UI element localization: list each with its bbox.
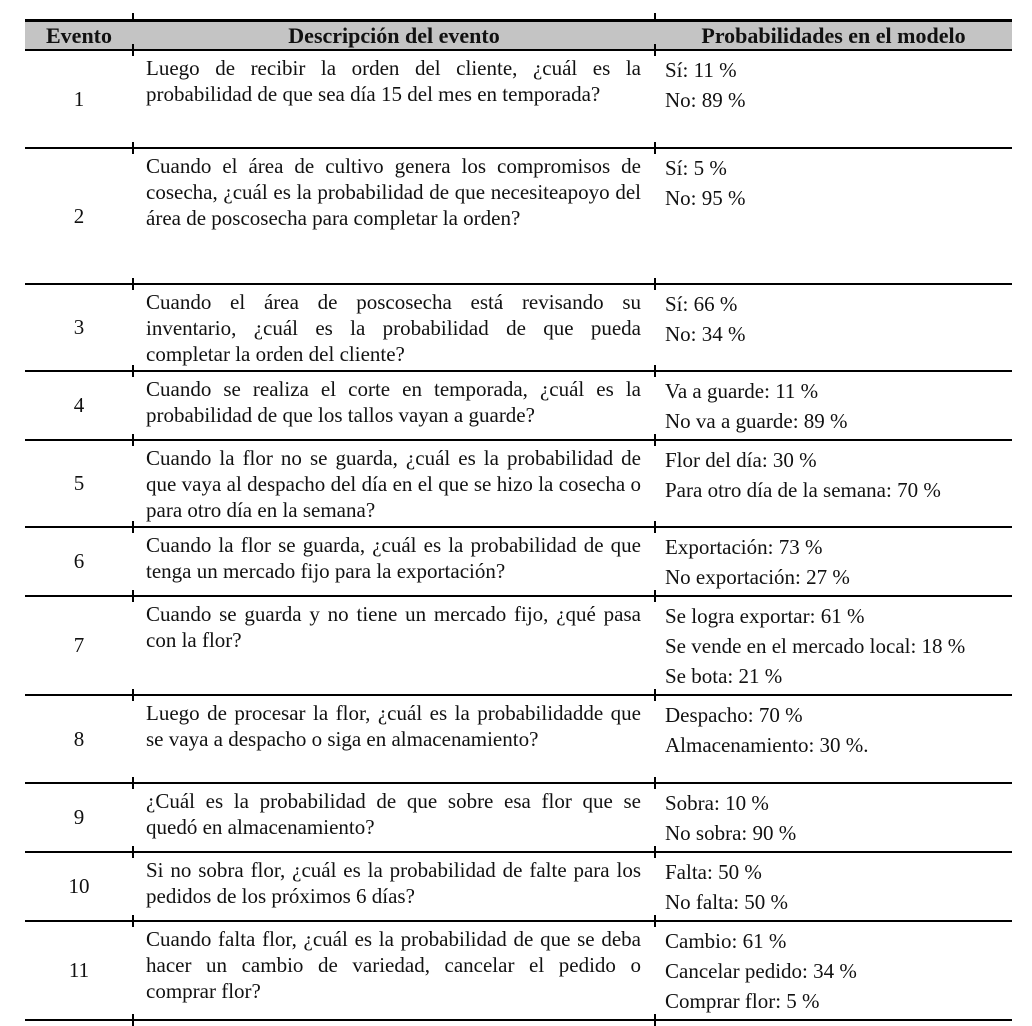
probability-table [25, 19, 1012, 1021]
event-number: 4 [73, 393, 85, 417]
probability-line: Sí: 5 % [665, 156, 727, 180]
event-description: Cuando el área de cultivo genera los compromisos de cosecha, ¿cuál es la probabilidad de que necesiteapoyo del área de poscosecha para completar la orden? [146, 154, 641, 230]
probability-line: Se bota: 21 % [665, 664, 783, 688]
table-row [25, 285, 1012, 372]
event-description: Luego de procesar la flor, ¿cuál es la probabilidadde que se vaya a despacho o siga en almacenamiento? [146, 701, 641, 751]
event-description: Cuando la flor se guarda, ¿cuál es la probabilidad de que tenga un mercado fijo para la exportación? [146, 533, 641, 583]
event-probabilities [655, 285, 1012, 370]
event-description: ¿Cuál es la probabilidad de que sobre esa flor que se quedó en almacenamiento? [146, 789, 641, 839]
column-divider-tick [132, 13, 134, 22]
probability-line: No va a guarde: 89 % [665, 409, 848, 433]
probability-line: No: 89 % [665, 88, 746, 112]
event-probabilities [655, 51, 1012, 147]
probability-line: No sobra: 90 % [665, 821, 797, 845]
probability-line: Despacho: 70 % [665, 703, 803, 727]
event-description: Cuando se guarda y no tiene un mercado fijo, ¿qué pasa con la flor? [146, 602, 641, 652]
header-descripcion: Descripción del evento [288, 22, 500, 48]
probability-line: Falta: 50 % [665, 860, 762, 884]
event-number: 5 [73, 471, 85, 495]
table-row [25, 441, 1012, 528]
event-number: 10 [68, 874, 90, 898]
header-evento: Evento [46, 22, 112, 48]
probability-line: Cambio: 61 % [665, 929, 787, 953]
probability-line: Para otro día de la semana: 70 % [665, 478, 941, 502]
column-divider-tick [132, 1014, 134, 1026]
probability-line: Comprar flor: 5 % [665, 989, 820, 1013]
event-description: Cuando el área de poscosecha está revisando su inventario, ¿cuál es la probabilidad de que pueda completar la orden del cliente? [146, 290, 641, 366]
table-row [25, 922, 1012, 1021]
column-divider-tick [654, 1014, 656, 1026]
table-row [25, 853, 1012, 922]
table-body [25, 51, 1012, 1021]
probability-line: Exportación: 73 % [665, 535, 823, 559]
event-probabilities [655, 922, 1012, 1019]
probability-line: Sí: 66 % [665, 292, 738, 316]
event-number: 2 [73, 203, 85, 228]
event-description: Si no sobra flor, ¿cuál es la probabilidad de falte para los pedidos de los próximos 6 días? [146, 858, 641, 908]
event-number: 8 [73, 726, 85, 751]
table-header-row [25, 22, 1012, 51]
event-description: Luego de recibir la orden del cliente, ¿cuál es la probabilidad de que sea día 15 del mes en temporada? [146, 56, 641, 106]
table-row [25, 784, 1012, 853]
probability-line: Sí: 11 % [665, 58, 737, 82]
probability-line: No: 34 % [665, 322, 746, 346]
table-row [25, 372, 1012, 441]
event-description: Cuando la flor no se guarda, ¿cuál es la probabilidad de que vaya al despacho del día en el que se hizo la cosecha o para otro día en la semana? [146, 446, 641, 522]
event-probabilities [655, 372, 1012, 439]
table-row [25, 528, 1012, 597]
event-probabilities [655, 853, 1012, 920]
event-number: 11 [68, 958, 90, 982]
probability-line: No falta: 50 % [665, 890, 789, 914]
event-probabilities [655, 149, 1012, 283]
table-row [25, 51, 1012, 149]
event-number: 1 [73, 86, 85, 111]
probability-line: Se vende en el mercado local: 18 % [665, 634, 966, 658]
probability-line: Sobra: 10 % [665, 791, 769, 815]
header-probabilidades: Probabilidades en el modelo [701, 22, 966, 48]
probability-line: Se logra exportar: 61 % [665, 604, 865, 628]
probability-line: Almacenamiento: 30 %. [665, 733, 869, 757]
table-row [25, 149, 1012, 285]
table-row [25, 696, 1012, 784]
event-description: Cuando se realiza el corte en temporada, ¿cuál es la probabilidad de que los tallos vayan a guarde? [146, 377, 641, 427]
event-number: 7 [73, 633, 85, 657]
event-number: 6 [73, 549, 85, 573]
event-number: 9 [73, 805, 85, 829]
probability-line: Flor del día: 30 % [665, 448, 817, 472]
event-probabilities [655, 784, 1012, 851]
table-row [25, 597, 1012, 696]
event-description: Cuando falta flor, ¿cuál es la probabilidad de que se deba hacer un cambio de variedad, cancelar el pedido o comprar flor? [146, 927, 641, 1003]
event-probabilities [655, 528, 1012, 595]
event-number: 3 [73, 315, 85, 339]
column-divider-tick [654, 13, 656, 22]
event-probabilities [655, 696, 1012, 782]
probability-line: Cancelar pedido: 34 % [665, 959, 857, 983]
probability-line: No exportación: 27 % [665, 565, 850, 589]
probability-line: No: 95 % [665, 186, 746, 210]
event-probabilities [655, 441, 1012, 526]
probability-line: Va a guarde: 11 % [665, 379, 819, 403]
event-probabilities [655, 597, 1012, 694]
